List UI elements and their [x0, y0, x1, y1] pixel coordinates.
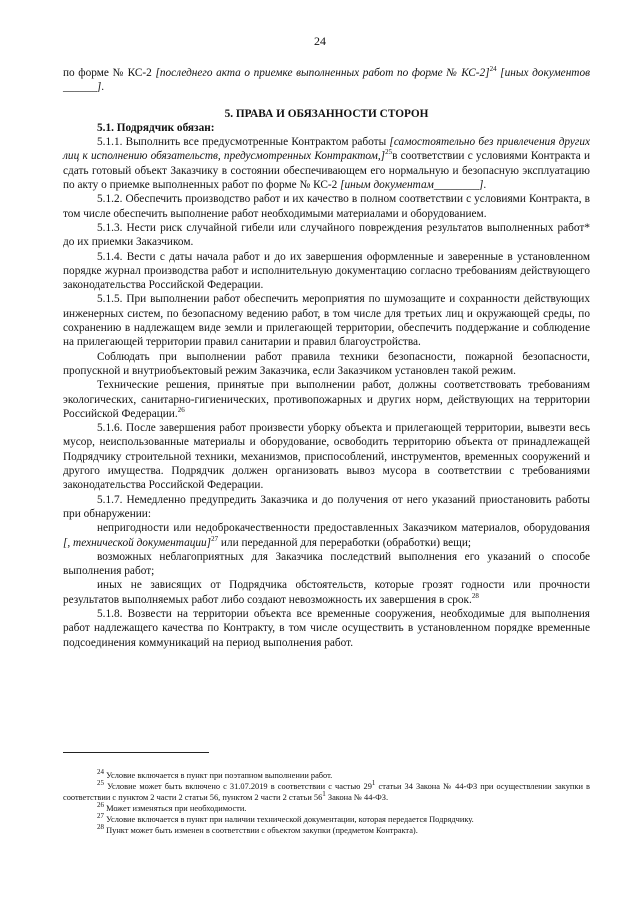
superscript: 1 — [322, 790, 326, 799]
italic-text: [последнего акта о приемке выполненных работ по форме № КС-2] — [155, 67, 490, 79]
italic-text: [самостоятельно без привлечения других лиц к исполнению обязательств, предусмотренных Контрактом,] — [63, 136, 590, 163]
footnote-text: Пункт может быть изменен в соответствии с объектом закупки (предметом Контракта). — [104, 826, 418, 835]
footnote-25 — [63, 781, 590, 803]
clause-5-1-4: 5.1.4. Вести с даты начала работ и до их завершения оформленные и заверенные в установленном порядке журнал производства работ и исполнительную документацию согласно требованиям действующего законодательства Российской Федерации. — [63, 250, 590, 292]
footnote-number: 26 — [97, 801, 104, 810]
text: Технические решения, принятые при выполнении работ, должны соответствовать требованиям экологических, санитарно-гигиенических, противопожарных и других норм, действующих на территории Российской Федерации. — [63, 379, 590, 420]
clause-5-1-7-item-a — [63, 521, 590, 550]
footnote-ref[interactable]: 26 — [177, 406, 185, 415]
footnote-24 — [63, 770, 590, 781]
superscript: 1 — [371, 779, 376, 788]
clause-5-1-5-safety: Соблюдать при выполнении работ правила техники безопасности, пожарной безопасности, пропускной и внутриобъектовый режим Заказчика, если Заказчиком установлен такой режим. — [63, 350, 590, 377]
clause-5-1-heading: 5.1. Подрядчик обязан: — [97, 121, 215, 134]
text: . — [101, 81, 105, 94]
clause-5-1-3: 5.1.3. Нести риск случайной гибели или случайного повреждения результатов выполненных работ* до их приемки Заказчиком. — [63, 221, 590, 249]
footnote-ref[interactable]: 25 — [385, 148, 393, 157]
footnote-text: статьи 34 Закона № 44-ФЗ при осуществлении закупки в соответствии с пунктом 2 части 2 статьи 56, пунктом 2 части 2 статьи 56 — [63, 782, 590, 802]
footnote-text: Условие может быть включено с 31.07.2019 в соответствии с частью 29 — [104, 782, 372, 791]
clause-5-1-8: 5.1.8. Возвести на территории объекта все временные сооружения, необходимые для выполнения работ надлежащего качества по Контракту, в том числе осуществить в установленном порядке временные подсоединения коммуникаций на период выполнения работ. — [63, 607, 590, 649]
page-number: 24 — [314, 34, 326, 48]
footnotes — [63, 770, 590, 836]
text: непригодности или недоброкачественности предоставленных Заказчиком материалов, оборудования — [97, 522, 590, 535]
clause-5-1-7: 5.1.7. Немедленно предупредить Заказчика и до получения от него указаний приостановить работы при обнаружении: — [63, 493, 590, 520]
intro-paragraph — [63, 66, 590, 95]
footnote-text: Закона № 44-ФЗ. — [325, 793, 389, 802]
clause-5-1-7-item-b: возможных неблагоприятных для Заказчика последствий выполнения его указаний о способе выполнения работ; — [63, 550, 590, 578]
footnote-number: 25 — [97, 779, 104, 788]
footnote-number: 27 — [97, 812, 104, 821]
clause-5-1-5-technical — [63, 378, 590, 421]
clause-5-1-6: 5.1.6. После завершения работ произвести уборку объекта и прилегающей территории, вывезти весь мусор, неиспользованные материалы и оборудование, освободить территорию объекта от принадлежащей Подрядчику строительной техники, механизмов, приспособлений, инструментов, временных сооружений и другого имущества. Подрядчик должен организовать вывоз мусора в соответствии с требованиями законодательства Российской Федерации. — [63, 422, 590, 492]
italic-text: [, технической документации] — [63, 536, 212, 549]
footnote-27 — [63, 814, 590, 825]
text: по форме № КС-2 — [63, 67, 156, 79]
clause-5-1-2: 5.1.2. Обеспечить производство работ и их качество в полном соответствии с условиями Контракта, в том числе обеспечить выполнение работ необходимыми материалами и оборудованием. — [63, 193, 590, 220]
text: . — [483, 179, 487, 192]
clause-5-1-5: 5.1.5. При выполнении работ обеспечить мероприятия по шумозащите и сохранности действующих инженерных систем, по безопасному ведению работ, в том числе для третьих лиц и окружающей среды, по сохранению в надлежащем виде земли и прилегающей территории, обеспечить поддержание и соблюдение на прилегающей территории правил санитарии и правил благоустройства. — [63, 293, 590, 349]
text: в соответствии с условиями Контракта и сдать готовый объект Заказчику в состоянии обеспечивающем его нормальную и безопасную эксплуатацию по акту о приемке выполненных работ по форме № КС-2 — [63, 150, 590, 192]
footnote-text: Может изменяться при необходимости. — [104, 804, 247, 813]
footnote-28 — [63, 825, 590, 836]
text: или переданной для переработки (обработки) вещи; — [218, 536, 472, 549]
footnote-ref[interactable]: 27 — [211, 534, 219, 543]
footnote-ref[interactable]: 24 — [489, 65, 497, 74]
text: 5.1.1. Выполнить все предусмотренные Контрактом работы — [97, 136, 390, 149]
text: иных не зависящих от Подрядчика обстоятельств, которые грозят годности или прочности результатов выполняемых работ либо создают невозможность их завершения в срок. — [63, 579, 590, 606]
section-title: 5. ПРАВА И ОБЯЗАННОСТИ СТОРОН — [224, 107, 429, 120]
clause-5-1-1 — [63, 135, 590, 192]
italic-text: [иных документов ______] — [63, 67, 591, 94]
footnote-26 — [63, 803, 590, 814]
footnote-number: 24 — [97, 768, 104, 777]
clause-5-1-7-item-c — [63, 578, 590, 607]
footnote-divider — [63, 752, 209, 753]
italic-text: [иным документам________] — [340, 179, 484, 192]
document-body — [63, 66, 590, 650]
footnote-text: Условие включается в пункт при наличии технической документации, которая передается Подрядчику. — [104, 815, 474, 824]
footnote-ref[interactable]: 28 — [471, 591, 479, 600]
footnote-number: 28 — [97, 823, 104, 832]
footnote-text: Условие включается в пункт при поэтапном выполнении работ. — [104, 771, 333, 780]
